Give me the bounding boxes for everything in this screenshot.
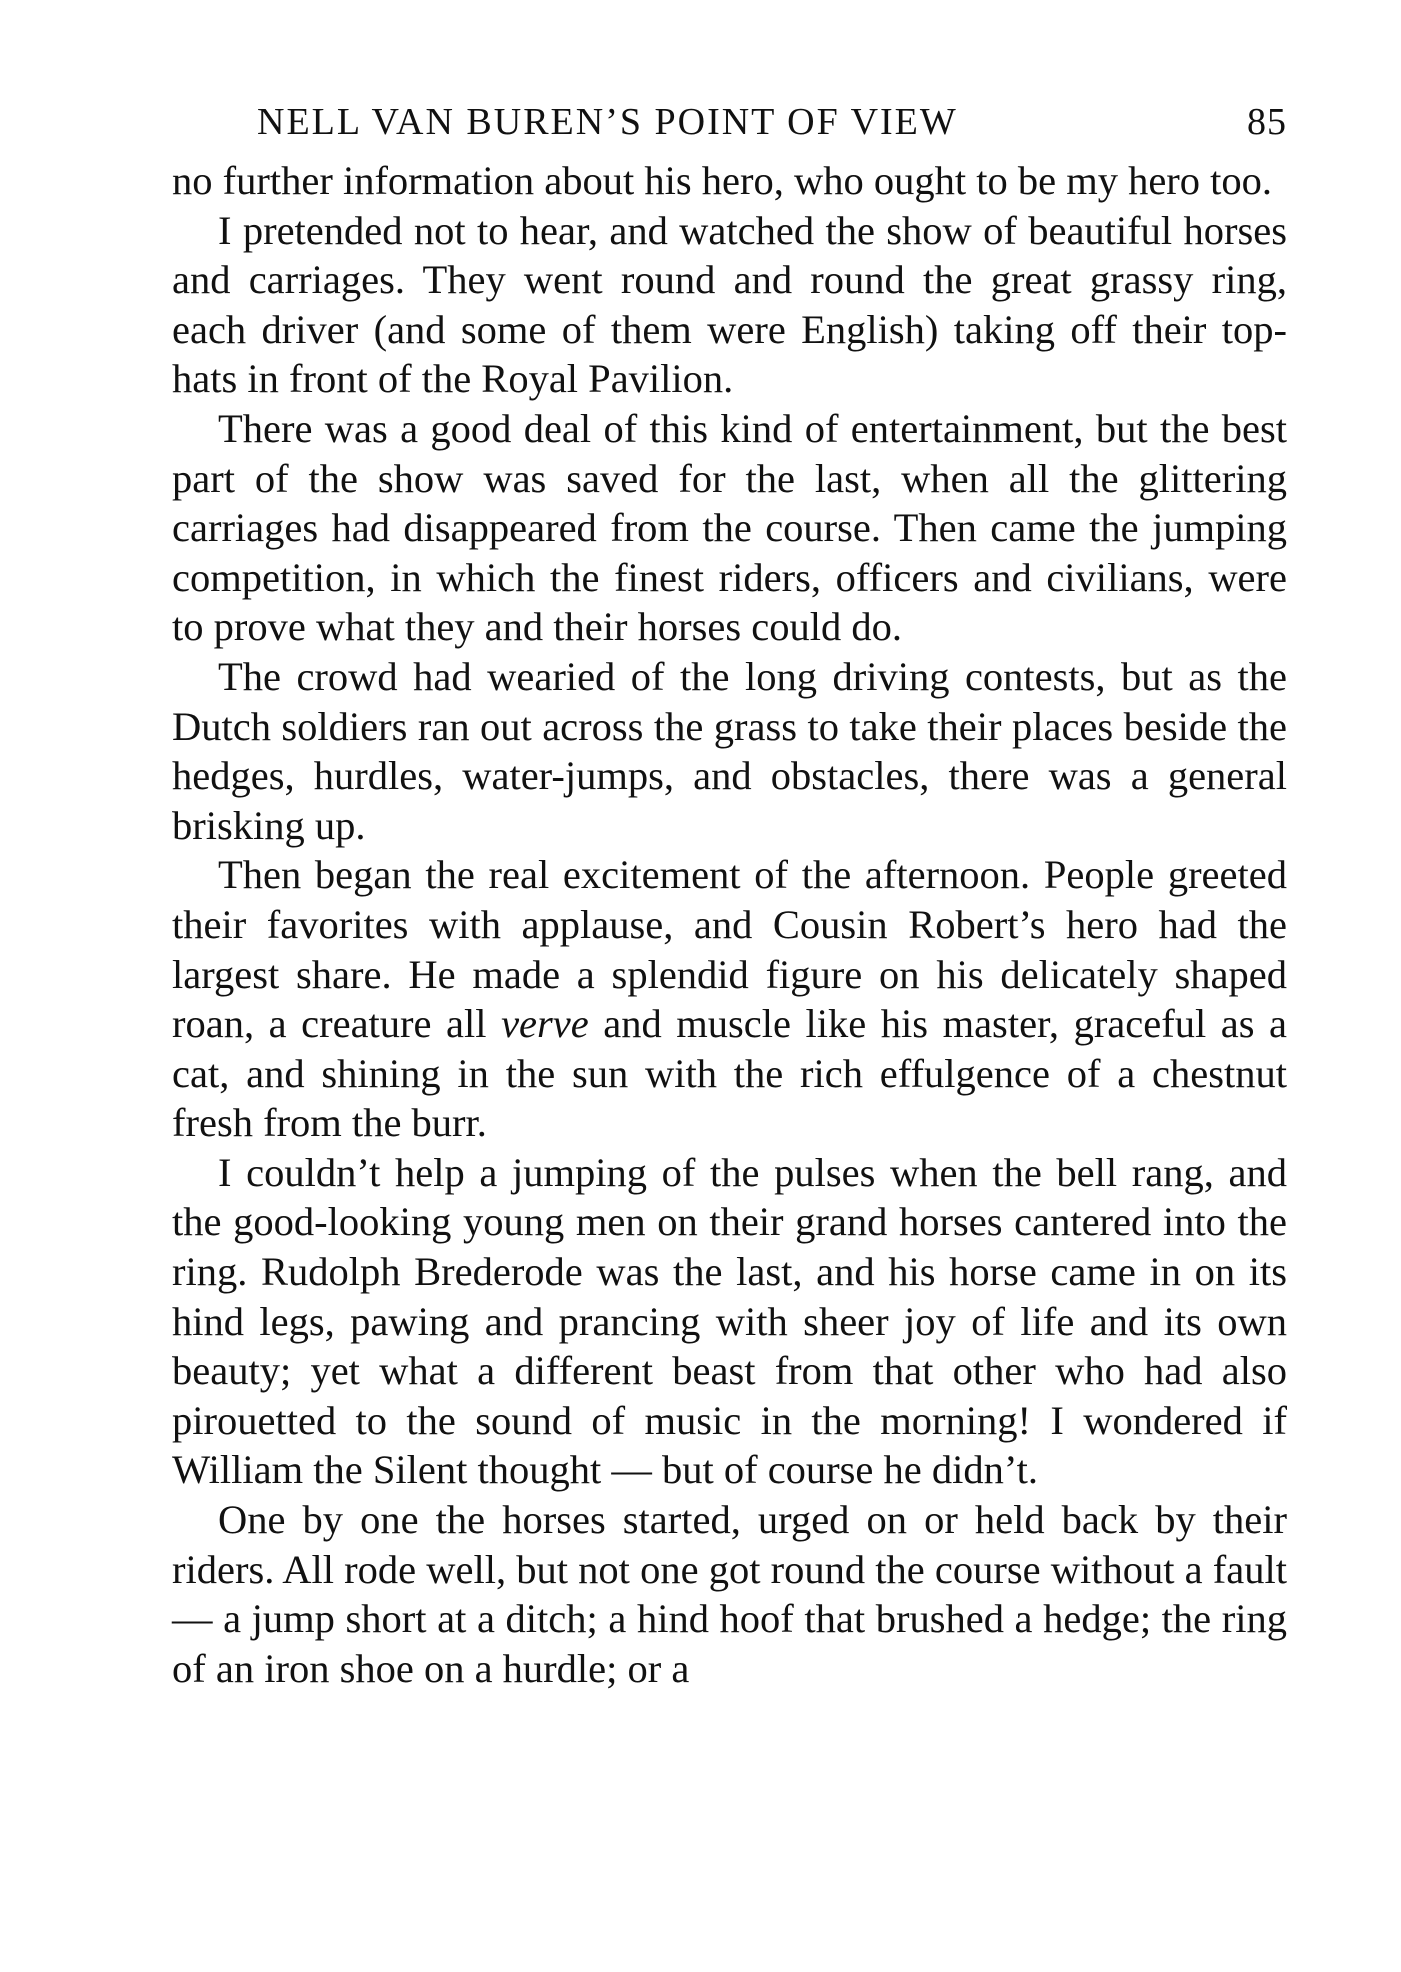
running-title: NELL VAN BUREN’S POINT OF VIEW xyxy=(257,101,958,143)
paragraph: There was a good deal of this kind of entertainment, but the best part of the show was saved for the last, when all the glittering carriages had disappeared from the course. Then came the jumping competition, in which the finest riders, officers and civilians, were to prove what they and their horses could do. xyxy=(172,405,1287,650)
page-number: 85 xyxy=(1247,101,1287,143)
paragraph xyxy=(172,850,1287,1148)
body-text xyxy=(172,156,1287,1693)
paragraph: The crowd had wearied of the long driving contests, but as the Dutch soldiers ran out across the grass to take their places beside the hedges, hurdles, water-jumps, and obstacles, there was a general brisking up. xyxy=(172,653,1287,848)
italic-word: verve xyxy=(501,1001,589,1047)
paragraph: I couldn’t help a jumping of the pulses when the bell rang, and the good-looking young men on their grand horses cantered into the ring. Rudolph Brederode was the last, and his horse came in on its hind legs, pawing and prancing with sheer joy of life and its own beauty; yet what a different beast from that other who had also pirouetted to the sound of music in the morning! I wondered if William the Silent thought — but of course he didn’t. xyxy=(172,1149,1287,1493)
paragraph: I pretended not to hear, and watched the show of beautiful horses and carriages. They went round and round the great grassy ring, each driver (and some of them were English) taking off their top-hats in front of the Royal Pavilion. xyxy=(172,207,1287,402)
paragraph-text: Then began the real excitement of the afternoon. People greeted their favorites with applause, and Cousin Robert’s hero had the largest share. He made a splendid figure on his delicately shaped roan, a creature all xyxy=(172,852,1287,1047)
paragraph-text: and muscle like his master, graceful as a cat, and shining in the sun with the rich effulgence of a chestnut fresh from the burr. xyxy=(172,1001,1287,1146)
page-header xyxy=(257,100,1287,150)
paragraph-continuation: no further information about his hero, who ought to be my hero too. xyxy=(172,158,1273,203)
paragraph: One by one the horses started, urged on or held back by their riders. All rode well, but not one got round the course without a fault — a jump short at a ditch; a hind hoof that brushed a hedge; the ring of an iron shoe on a hurdle; or a xyxy=(172,1497,1287,1691)
